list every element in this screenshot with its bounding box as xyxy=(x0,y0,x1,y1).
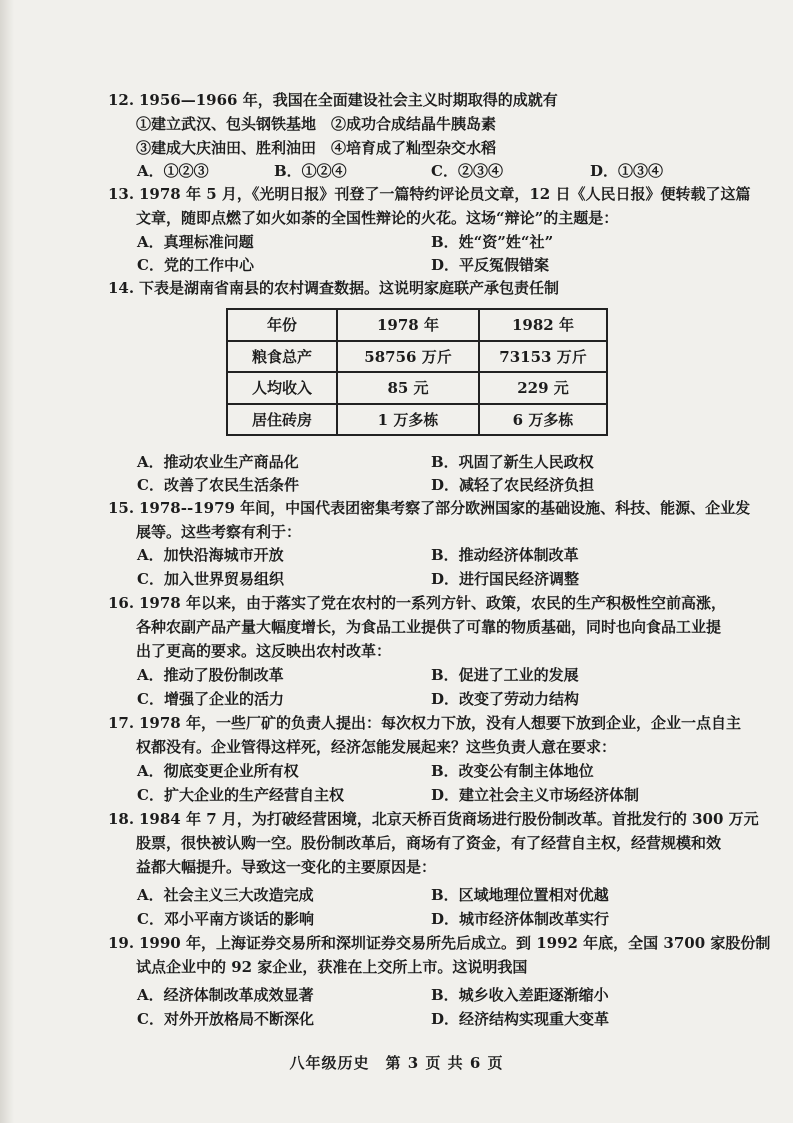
table-cell: 年份 xyxy=(227,309,337,341)
table-cell: 1982 年 xyxy=(479,309,607,341)
table-cell: 229 元 xyxy=(479,372,607,404)
question-stem: 试点企业中的 92 家企业，获准在上交所上市。这说明我国 xyxy=(136,958,528,976)
question-stem: 股票，很快被认购一空。股份制改革后，商场有了资金，有了经营自主权，经营规模和效 xyxy=(136,834,722,852)
table-row xyxy=(227,404,607,436)
option-c: C．扩大企业的生产经营自主权 xyxy=(137,786,344,804)
option-a: A．社会主义三大改造完成 xyxy=(137,886,314,904)
question-stem: 文章，随即点燃了如火如荼的全国性辩论的火花。这场“辩论”的主题是： xyxy=(136,209,619,227)
table-cell: 粮食总产 xyxy=(227,341,337,373)
table-row xyxy=(227,341,607,373)
option-b: B．巩固了新生人民政权 xyxy=(431,453,594,471)
option-c: C．改善了农民生活条件 xyxy=(137,476,299,494)
option-a: A．推动农业生产商品化 xyxy=(137,453,299,471)
question-number: 17. xyxy=(108,714,135,732)
table-cell: 58756 万斤 xyxy=(337,341,479,373)
option-b: B．区域地理位置相对优越 xyxy=(431,886,609,904)
scan-shadow xyxy=(0,0,14,1123)
option-c: C．对外开放格局不断深化 xyxy=(137,1010,314,1028)
option-b: B．改变公有制主体地位 xyxy=(431,762,594,780)
option-d: D．城市经济体制改革实行 xyxy=(431,910,610,928)
question-stem: 益都大幅提升。导致这一变化的主要原因是： xyxy=(136,858,437,876)
table-cell: 居住砖房 xyxy=(227,404,337,436)
option-d: D．①③④ xyxy=(590,162,664,180)
question-stem: 各种农副产品产量大幅度增长，为食品工业提供了可靠的物质基础，同时也向食品工业提 xyxy=(136,618,722,636)
option-a: A．加快沿海城市开放 xyxy=(137,546,284,564)
option-c: C．党的工作中心 xyxy=(137,256,254,274)
question-number: 15. xyxy=(108,499,135,517)
table-cell: 人均收入 xyxy=(227,372,337,404)
option-c: C．增强了企业的活力 xyxy=(137,690,284,708)
table-header-row xyxy=(227,309,607,341)
option-d: D．经济结构实现重大变革 xyxy=(431,1010,610,1028)
question-stem: 1956—1966 年，我国在全面建设社会主义时期取得的成就有 xyxy=(139,91,558,109)
option-b: B．①②④ xyxy=(274,162,347,180)
table-row xyxy=(227,372,607,404)
table-cell: 85 元 xyxy=(337,372,479,404)
question-stem: 1990 年，上海证券交易所和深圳证券交易所先后成立。到 1992 年底，全国 3700 家股份制 xyxy=(139,934,771,952)
question-stem: 展等。这些考察有利于： xyxy=(136,523,302,541)
option-b: B．城乡收入差距逐渐缩小 xyxy=(431,986,609,1004)
option-c: C．加入世界贸易组织 xyxy=(137,570,284,588)
option-a: A．①②③ xyxy=(137,162,209,180)
option-c: C．②③④ xyxy=(431,162,503,180)
option-b: B．姓“资”姓“社” xyxy=(431,233,554,251)
option-b: B．推动经济体制改革 xyxy=(431,546,579,564)
option-a: A．真理标准问题 xyxy=(137,233,254,251)
question-number: 19. xyxy=(108,934,135,952)
statement-line: ①建立武汉、包头钢铁基地 ②成功合成结晶牛胰岛素 xyxy=(136,115,497,133)
question-stem: 权都没有。企业管得这样死，经济怎能发展起来？这些负责人意在要求： xyxy=(136,738,617,756)
option-a: A．推动了股份制改革 xyxy=(137,666,284,684)
statement-line: ③建成大庆油田、胜利油田 ④培育成了籼型杂交水稻 xyxy=(136,139,497,157)
table-cell: 6 万多栋 xyxy=(479,404,607,436)
survey-table xyxy=(226,308,608,436)
option-a: A．经济体制改革成效显著 xyxy=(137,986,314,1004)
option-a: A．彻底变更企业所有权 xyxy=(137,762,299,780)
question-stem: 1978 年 5 月，《光明日报》刊登了一篇特约评论员文章，12 日《人民日报》便转载了这篇 xyxy=(139,185,751,203)
question-number: 13. xyxy=(108,185,135,203)
question-stem: 1978--1979 年间，中国代表团密集考察了部分欧洲国家的基础设施、科技、能源、企业发 xyxy=(139,499,751,517)
question-number: 14. xyxy=(108,279,135,297)
question-number: 18. xyxy=(108,810,135,828)
table-cell: 1978 年 xyxy=(337,309,479,341)
option-d: D．平反冤假错案 xyxy=(431,256,550,274)
question-stem: 下表是湖南省南县的农村调查数据。这说明家庭联产承包责任制 xyxy=(139,279,560,297)
question-stem: 1978 年以来，由于落实了党在农村的一系列方针、政策，农民的生产积极性空前高涨， xyxy=(139,594,726,612)
question-stem: 出了更高的要求。这反映出农村改革： xyxy=(136,642,392,660)
option-d: D．进行国民经济调整 xyxy=(431,570,580,588)
option-b: B．促进了工业的发展 xyxy=(431,666,579,684)
question-number: 12. xyxy=(108,91,135,109)
question-number: 16. xyxy=(108,594,135,612)
table-cell: 73153 万斤 xyxy=(479,341,607,373)
page-footer: 八年级历史 第 3 页 共 6 页 xyxy=(289,1054,504,1072)
option-c: C．邓小平南方谈话的影响 xyxy=(137,910,314,928)
option-d: D．减轻了农民经济负担 xyxy=(431,476,595,494)
question-stem: 1978 年，一些厂矿的负责人提出：每次权力下放，没有人想要下放到企业，企业一点自主 xyxy=(139,714,741,732)
option-d: D．改变了劳动力结构 xyxy=(431,690,580,708)
table-cell: 1 万多栋 xyxy=(337,404,479,436)
question-stem: 1984 年 7 月，为打破经营困境，北京天桥百货商场进行股份制改革。首批发行的 300 万元 xyxy=(139,810,759,828)
option-d: D．建立社会主义市场经济体制 xyxy=(431,786,640,804)
